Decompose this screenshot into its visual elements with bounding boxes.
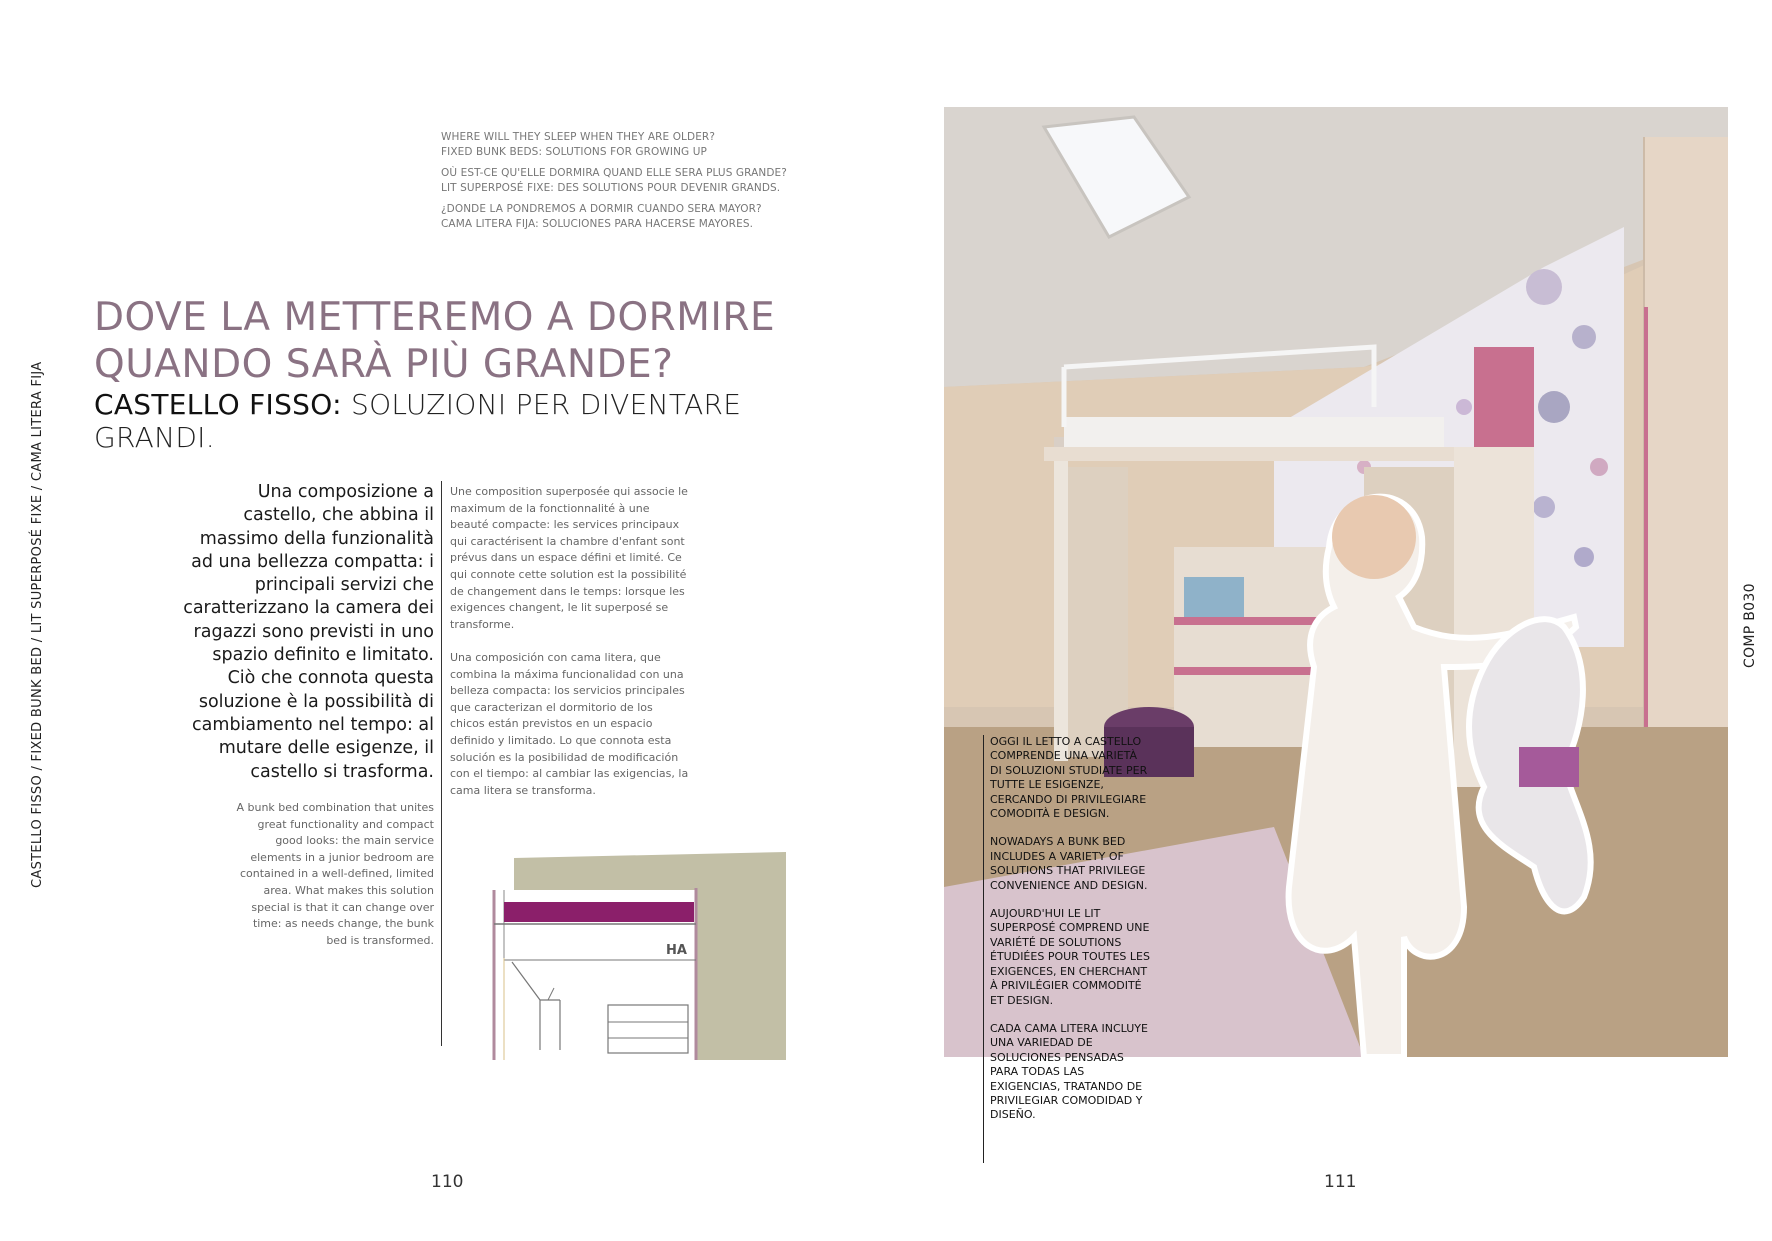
caption-it: OGGI IL LETTO A CASTELLO COMPRENDE UNA VARIETÀ DI SOLUZIONI STUDIATE PER TUTTE LE ESIGENZE, CERCANDO DI PRIVILEGIARE COMODITÀ E DESIGN. [990, 735, 1148, 821]
caption-en: NOWADAYS A BUNK BED INCLUDES A VARIETY OF SOLUTIONS THAT PRIVILEGE CONVENIENCE AND DESIGN. [990, 835, 1148, 892]
intro-block [441, 130, 821, 238]
title-line-1: DOVE LA METTEREMO A DORMIRE [94, 295, 776, 340]
caption-block [990, 735, 1150, 1137]
page-number-left: 110 [431, 1172, 464, 1192]
bunk-bed-drawing [490, 850, 790, 1062]
page-subtitle [94, 388, 854, 454]
caption-es: CADA CAMA LITERA INCLUYE UNA VARIEDAD DE SOLUCIONES PENSADAS PARA TODAS LAS EXIGENCIAS, TRATANDO DE PRIVILEGIAR COMODIDAD Y DISEÑO. [990, 1021, 1148, 1122]
product-code: COMP B030 [1742, 583, 1758, 668]
page-title [94, 294, 814, 388]
subtitle-bold: CASTELLO FISSO: [94, 388, 342, 421]
title-line-2: QUANDO SARÀ PIÙ GRANDE? [94, 342, 674, 387]
intro-es: ¿DONDE LA PONDREMOS A DORMIR CUANDO SERA MAYOR? CAMA LITERA FIJA: SOLUCIONES PARA HACERSE MAYORES. [441, 203, 762, 230]
side-label: CASTELLO FISSO / FIXED BUNK BED / LIT SUPERPOSÉ FIXE / CAMA LITERA FIJA [30, 361, 45, 888]
caption-fr: AUJOURD'HUI LE LIT SUPERPOSÉ COMPREND UNE VARIÉTÉ DE SOLUTIONS ÉTUDIÉES POUR TOUTES LES EXIGENCES, EN CHERCHANT À PRIVILÉGIER COMMODITÉ ET DESIGN. [990, 907, 1150, 1007]
drawing-label: HA [666, 943, 687, 958]
column-divider [441, 481, 442, 1046]
page-number-right: 111 [1324, 1172, 1357, 1192]
caption-divider [983, 735, 984, 1163]
intro-en: WHERE WILL THEY SLEEP WHEN THEY ARE OLDER? FIXED BUNK BEDS: SOLUTIONS FOR GROWING UP [441, 131, 715, 158]
italian-text: Una composizione a castello, che abbina il massimo della funzionalità ad una bellezza compatta: i principali servizi che caratterizzano la camera dei ragazzi sono previsti in uno spazio definito e limitato. Ciò che connota questa soluzione è la possibilità di cambiamento nel tempo: al mutare delle esigenze, il castello si trasforma. [183, 482, 434, 782]
intro-fr: OÙ EST-CE QU'ELLE DORMIRA QUAND ELLE SERA PLUS GRANDE? LIT SUPERPOSÉ FIXE: DES SOLUTIONS POUR DEVENIR GRANDS. [441, 167, 787, 194]
french-text: Une composition superposée qui associe le maximum de la fonctionnalité à une beauté compacte: les services principaux qui caractérisent la chambre d'enfant sont prévus dans un espace défini et limité. Ce qui connote cette solution est la possibilité de changement dans le temps: lorsque les exigences changent, le lit superposé se transforme. [450, 485, 688, 631]
spanish-text: Una composición con cama litera, que combina la máxima funcionalidad con una belleza compacta: los servicios principales que caracterizan el dormitorio de los chicos están previstos en un espacio definido y limitado. Lo que connota esta solución es la posibilidad de modificación con el tiempo: al cambiar las exigencias, la cama litera se transforma. [450, 651, 689, 797]
subtitle-light: SOLUZIONI PER DIVENTARE GRANDI. [94, 388, 742, 454]
english-text: A bunk bed combination that unites great functionality and compact good looks: the main service elements in a junior bedroom are contained in a well-defined, limited area. What makes this solution special is that it can change over time: as needs change, the bunk bed is transformed. [236, 801, 434, 947]
